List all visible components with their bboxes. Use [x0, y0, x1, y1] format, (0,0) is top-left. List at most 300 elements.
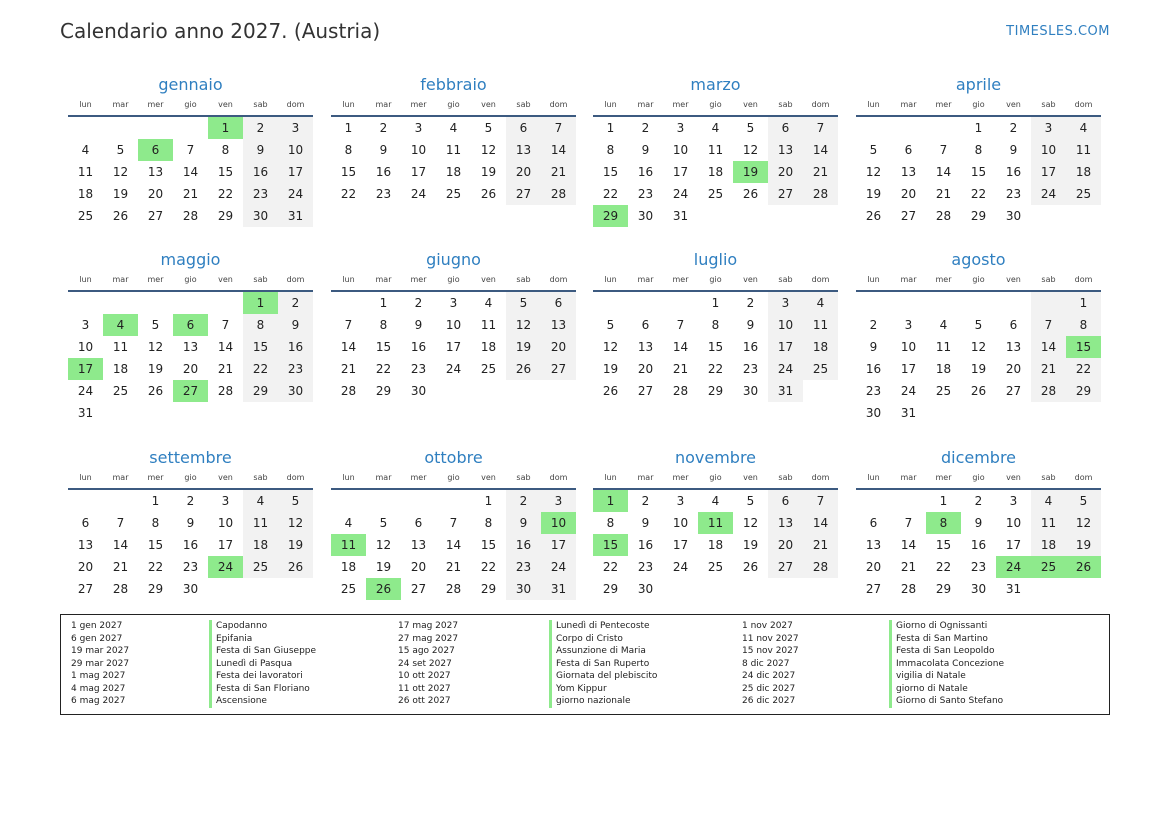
day-cell[interactable]: 8 — [344, 143, 353, 157]
day-cell[interactable]: 20 — [900, 187, 917, 201]
day-cell[interactable]: 14 — [340, 340, 357, 354]
day-cell[interactable]: 31 — [768, 380, 803, 402]
holiday-day-cell[interactable]: 8 — [926, 512, 961, 534]
day-cell[interactable]: 16 — [970, 538, 987, 552]
day-cell[interactable]: 1 — [151, 494, 160, 508]
day-cell[interactable]: 5 — [278, 490, 313, 512]
day-cell[interactable]: 29 — [480, 582, 497, 596]
day-cell[interactable]: 11 — [803, 314, 838, 336]
day-cell[interactable]: 23 — [865, 384, 882, 398]
day-cell[interactable]: 3 — [541, 490, 576, 512]
day-cell[interactable]: 10 — [900, 340, 917, 354]
day-cell[interactable]: 28 — [803, 556, 838, 578]
day-cell[interactable]: 22 — [375, 362, 392, 376]
day-cell[interactable]: 15 — [147, 538, 164, 552]
day-cell[interactable]: 26 — [506, 358, 541, 380]
day-cell[interactable]: 19 — [1066, 534, 1101, 556]
day-cell[interactable]: 12 — [112, 165, 129, 179]
holiday-day-cell[interactable]: 6 — [138, 139, 173, 161]
day-cell[interactable]: 7 — [221, 318, 230, 332]
day-cell[interactable]: 25 — [445, 187, 462, 201]
day-cell[interactable]: 21 — [112, 560, 129, 574]
day-cell[interactable]: 12 — [375, 538, 392, 552]
day-cell[interactable]: 6 — [768, 117, 803, 139]
day-cell[interactable]: 11 — [112, 340, 129, 354]
day-cell[interactable]: 30 — [506, 578, 541, 600]
day-cell[interactable]: 25 — [935, 384, 952, 398]
day-cell[interactable]: 5 — [746, 121, 755, 135]
day-cell[interactable]: 14 — [803, 512, 838, 534]
day-cell[interactable]: 25 — [803, 358, 838, 380]
holiday-day-cell[interactable]: 15 — [593, 534, 628, 556]
day-cell[interactable]: 18 — [935, 362, 952, 376]
day-cell[interactable]: 1 — [379, 296, 388, 310]
day-cell[interactable]: 27 — [77, 582, 94, 596]
day-cell[interactable]: 5 — [506, 292, 541, 314]
day-cell[interactable]: 11 — [480, 318, 497, 332]
day-cell[interactable]: 30 — [410, 384, 427, 398]
day-cell[interactable]: 20 — [77, 560, 94, 574]
day-cell[interactable]: 1 — [1066, 292, 1101, 314]
day-cell[interactable]: 9 — [869, 340, 878, 354]
day-cell[interactable]: 21 — [803, 534, 838, 556]
day-cell[interactable]: 2 — [746, 296, 755, 310]
holiday-day-cell[interactable]: 10 — [541, 512, 576, 534]
day-cell[interactable]: 17 — [1031, 161, 1066, 183]
day-cell[interactable]: 11 — [77, 165, 94, 179]
holiday-day-cell[interactable]: 1 — [243, 292, 278, 314]
day-cell[interactable]: 15 — [340, 165, 357, 179]
day-cell[interactable]: 21 — [217, 362, 234, 376]
day-cell[interactable]: 10 — [217, 516, 234, 530]
day-cell[interactable]: 2 — [278, 292, 313, 314]
holiday-day-cell[interactable]: 4 — [103, 314, 138, 336]
day-cell[interactable]: 8 — [379, 318, 388, 332]
day-cell[interactable]: 12 — [506, 314, 541, 336]
day-cell[interactable]: 6 — [869, 516, 878, 530]
day-cell[interactable]: 2 — [243, 117, 278, 139]
day-cell[interactable]: 23 — [637, 187, 654, 201]
day-cell[interactable]: 6 — [506, 117, 541, 139]
day-cell[interactable]: 17 — [410, 165, 427, 179]
day-cell[interactable]: 6 — [414, 516, 423, 530]
day-cell[interactable]: 17 — [1005, 538, 1022, 552]
day-cell[interactable]: 30 — [637, 582, 654, 596]
day-cell[interactable]: 25 — [707, 560, 724, 574]
day-cell[interactable]: 26 — [970, 384, 987, 398]
day-cell[interactable]: 7 — [186, 143, 195, 157]
day-cell[interactable]: 16 — [182, 538, 199, 552]
day-cell[interactable]: 13 — [865, 538, 882, 552]
day-cell[interactable]: 22 — [340, 187, 357, 201]
day-cell[interactable]: 17 — [445, 340, 462, 354]
day-cell[interactable]: 13 — [147, 165, 164, 179]
day-cell[interactable]: 20 — [637, 362, 654, 376]
day-cell[interactable]: 3 — [278, 117, 313, 139]
day-cell[interactable]: 30 — [243, 205, 278, 227]
day-cell[interactable]: 23 — [970, 560, 987, 574]
day-cell[interactable]: 15 — [217, 165, 234, 179]
holiday-day-cell[interactable]: 19 — [733, 161, 768, 183]
day-cell[interactable]: 14 — [217, 340, 234, 354]
day-cell[interactable]: 28 — [1031, 380, 1066, 402]
day-cell[interactable]: 7 — [676, 318, 685, 332]
day-cell[interactable]: 19 — [506, 336, 541, 358]
day-cell[interactable]: 5 — [151, 318, 160, 332]
day-cell[interactable]: 13 — [1005, 340, 1022, 354]
day-cell[interactable]: 2 — [641, 121, 650, 135]
day-cell[interactable]: 28 — [541, 183, 576, 205]
day-cell[interactable]: 31 — [900, 406, 917, 420]
day-cell[interactable]: 29 — [147, 582, 164, 596]
day-cell[interactable]: 28 — [445, 582, 462, 596]
holiday-day-cell[interactable]: 26 — [366, 578, 401, 600]
day-cell[interactable]: 17 — [768, 336, 803, 358]
day-cell[interactable]: 24 — [672, 187, 689, 201]
day-cell[interactable]: 12 — [742, 143, 759, 157]
holiday-day-cell[interactable]: 11 — [331, 534, 366, 556]
day-cell[interactable]: 20 — [768, 534, 803, 556]
day-cell[interactable]: 23 — [243, 183, 278, 205]
day-cell[interactable]: 10 — [672, 516, 689, 530]
day-cell[interactable]: 16 — [637, 165, 654, 179]
day-cell[interactable]: 29 — [243, 380, 278, 402]
day-cell[interactable]: 16 — [506, 534, 541, 556]
day-cell[interactable]: 19 — [375, 560, 392, 574]
day-cell[interactable]: 10 — [672, 143, 689, 157]
day-cell[interactable]: 22 — [243, 358, 278, 380]
day-cell[interactable]: 30 — [182, 582, 199, 596]
day-cell[interactable]: 10 — [445, 318, 462, 332]
day-cell[interactable]: 8 — [484, 516, 493, 530]
day-cell[interactable]: 20 — [410, 560, 427, 574]
day-cell[interactable]: 22 — [970, 187, 987, 201]
day-cell[interactable]: 24 — [445, 362, 462, 376]
day-cell[interactable]: 9 — [641, 516, 650, 530]
day-cell[interactable]: 22 — [602, 187, 619, 201]
day-cell[interactable]: 2 — [186, 494, 195, 508]
day-cell[interactable]: 28 — [803, 183, 838, 205]
day-cell[interactable]: 15 — [375, 340, 392, 354]
day-cell[interactable]: 28 — [112, 582, 129, 596]
day-cell[interactable]: 3 — [1009, 494, 1018, 508]
day-cell[interactable]: 1 — [484, 494, 493, 508]
day-cell[interactable]: 8 — [1066, 314, 1101, 336]
day-cell[interactable]: 24 — [410, 187, 427, 201]
day-cell[interactable]: 7 — [541, 117, 576, 139]
day-cell[interactable]: 8 — [243, 314, 278, 336]
day-cell[interactable]: 13 — [506, 139, 541, 161]
holiday-day-cell[interactable]: 17 — [68, 358, 103, 380]
day-cell[interactable]: 13 — [410, 538, 427, 552]
day-cell[interactable]: 29 — [935, 582, 952, 596]
day-cell[interactable]: 31 — [77, 406, 94, 420]
day-cell[interactable]: 13 — [768, 139, 803, 161]
day-cell[interactable]: 3 — [676, 121, 685, 135]
day-cell[interactable]: 4 — [1031, 490, 1066, 512]
day-cell[interactable]: 5 — [606, 318, 615, 332]
day-cell[interactable]: 13 — [637, 340, 654, 354]
day-cell[interactable]: 10 — [1005, 516, 1022, 530]
holiday-day-cell[interactable]: 11 — [698, 512, 733, 534]
day-cell[interactable]: 28 — [182, 209, 199, 223]
day-cell[interactable]: 14 — [445, 538, 462, 552]
day-cell[interactable]: 29 — [970, 209, 987, 223]
day-cell[interactable]: 2 — [379, 121, 388, 135]
day-cell[interactable]: 14 — [900, 538, 917, 552]
day-cell[interactable]: 26 — [278, 556, 313, 578]
day-cell[interactable]: 23 — [1005, 187, 1022, 201]
day-cell[interactable]: 14 — [935, 165, 952, 179]
day-cell[interactable]: 16 — [410, 340, 427, 354]
day-cell[interactable]: 28 — [672, 384, 689, 398]
day-cell[interactable]: 16 — [742, 340, 759, 354]
day-cell[interactable]: 8 — [974, 143, 983, 157]
day-cell[interactable]: 13 — [77, 538, 94, 552]
day-cell[interactable]: 16 — [278, 336, 313, 358]
day-cell[interactable]: 18 — [112, 362, 129, 376]
day-cell[interactable]: 10 — [278, 139, 313, 161]
day-cell[interactable]: 4 — [711, 121, 720, 135]
day-cell[interactable]: 27 — [410, 582, 427, 596]
day-cell[interactable]: 21 — [900, 560, 917, 574]
day-cell[interactable]: 4 — [803, 292, 838, 314]
day-cell[interactable]: 14 — [182, 165, 199, 179]
day-cell[interactable]: 6 — [768, 490, 803, 512]
day-cell[interactable]: 9 — [974, 516, 983, 530]
day-cell[interactable]: 18 — [1066, 161, 1101, 183]
day-cell[interactable]: 19 — [480, 165, 497, 179]
holiday-day-cell[interactable]: 15 — [1066, 336, 1101, 358]
day-cell[interactable]: 5 — [379, 516, 388, 530]
day-cell[interactable]: 2 — [1009, 121, 1018, 135]
day-cell[interactable]: 23 — [742, 362, 759, 376]
day-cell[interactable]: 9 — [1009, 143, 1018, 157]
day-cell[interactable]: 6 — [81, 516, 90, 530]
day-cell[interactable]: 21 — [672, 362, 689, 376]
day-cell[interactable]: 22 — [147, 560, 164, 574]
day-cell[interactable]: 14 — [112, 538, 129, 552]
day-cell[interactable]: 20 — [182, 362, 199, 376]
day-cell[interactable]: 10 — [77, 340, 94, 354]
day-cell[interactable]: 28 — [935, 209, 952, 223]
day-cell[interactable]: 20 — [1005, 362, 1022, 376]
day-cell[interactable]: 15 — [707, 340, 724, 354]
day-cell[interactable]: 6 — [641, 318, 650, 332]
day-cell[interactable]: 9 — [746, 318, 755, 332]
day-cell[interactable]: 6 — [904, 143, 913, 157]
day-cell[interactable]: 17 — [672, 165, 689, 179]
day-cell[interactable]: 23 — [278, 358, 313, 380]
day-cell[interactable]: 4 — [939, 318, 948, 332]
day-cell[interactable]: 5 — [484, 121, 493, 135]
day-cell[interactable]: 24 — [900, 384, 917, 398]
day-cell[interactable]: 13 — [768, 512, 803, 534]
day-cell[interactable]: 21 — [445, 560, 462, 574]
day-cell[interactable]: 26 — [742, 560, 759, 574]
day-cell[interactable]: 27 — [637, 384, 654, 398]
day-cell[interactable]: 15 — [243, 336, 278, 358]
day-cell[interactable]: 6 — [1009, 318, 1018, 332]
day-cell[interactable]: 17 — [672, 538, 689, 552]
day-cell[interactable]: 7 — [904, 516, 913, 530]
day-cell[interactable]: 30 — [970, 582, 987, 596]
day-cell[interactable]: 15 — [970, 165, 987, 179]
holiday-day-cell[interactable]: 6 — [173, 314, 208, 336]
day-cell[interactable]: 3 — [81, 318, 90, 332]
day-cell[interactable]: 17 — [278, 161, 313, 183]
day-cell[interactable]: 22 — [480, 560, 497, 574]
day-cell[interactable]: 19 — [112, 187, 129, 201]
day-cell[interactable]: 19 — [865, 187, 882, 201]
day-cell[interactable]: 31 — [672, 209, 689, 223]
day-cell[interactable]: 6 — [541, 292, 576, 314]
holiday-day-cell[interactable]: 24 — [996, 556, 1031, 578]
day-cell[interactable]: 17 — [541, 534, 576, 556]
day-cell[interactable]: 29 — [375, 384, 392, 398]
day-cell[interactable]: 23 — [506, 556, 541, 578]
day-cell[interactable]: 20 — [865, 560, 882, 574]
day-cell[interactable]: 8 — [606, 143, 615, 157]
day-cell[interactable]: 8 — [606, 516, 615, 530]
day-cell[interactable]: 26 — [147, 384, 164, 398]
day-cell[interactable]: 27 — [768, 556, 803, 578]
day-cell[interactable]: 24 — [77, 384, 94, 398]
day-cell[interactable]: 2 — [414, 296, 423, 310]
day-cell[interactable]: 27 — [541, 358, 576, 380]
day-cell[interactable]: 12 — [602, 340, 619, 354]
day-cell[interactable]: 29 — [707, 384, 724, 398]
day-cell[interactable]: 19 — [970, 362, 987, 376]
day-cell[interactable]: 27 — [900, 209, 917, 223]
day-cell[interactable]: 18 — [707, 165, 724, 179]
day-cell[interactable]: 27 — [147, 209, 164, 223]
day-cell[interactable]: 21 — [803, 161, 838, 183]
day-cell[interactable]: 31 — [1005, 582, 1022, 596]
holiday-day-cell[interactable]: 27 — [173, 380, 208, 402]
day-cell[interactable]: 10 — [1031, 139, 1066, 161]
day-cell[interactable]: 11 — [707, 143, 724, 157]
day-cell[interactable]: 5 — [974, 318, 983, 332]
day-cell[interactable]: 18 — [243, 534, 278, 556]
day-cell[interactable]: 5 — [116, 143, 125, 157]
day-cell[interactable]: 8 — [151, 516, 160, 530]
day-cell[interactable]: 26 — [742, 187, 759, 201]
day-cell[interactable]: 25 — [480, 362, 497, 376]
day-cell[interactable]: 21 — [182, 187, 199, 201]
holiday-day-cell[interactable]: 1 — [208, 117, 243, 139]
day-cell[interactable]: 18 — [1031, 534, 1066, 556]
day-cell[interactable]: 21 — [340, 362, 357, 376]
holiday-day-cell[interactable]: 24 — [208, 556, 243, 578]
day-cell[interactable]: 12 — [278, 512, 313, 534]
holiday-day-cell[interactable]: 26 — [1066, 556, 1101, 578]
day-cell[interactable]: 26 — [480, 187, 497, 201]
day-cell[interactable]: 18 — [340, 560, 357, 574]
day-cell[interactable]: 16 — [375, 165, 392, 179]
day-cell[interactable]: 9 — [641, 143, 650, 157]
day-cell[interactable]: 7 — [803, 490, 838, 512]
day-cell[interactable]: 9 — [414, 318, 423, 332]
day-cell[interactable]: 25 — [77, 209, 94, 223]
brand-link[interactable]: TIMESLES.COM — [1006, 24, 1110, 39]
day-cell[interactable]: 26 — [602, 384, 619, 398]
day-cell[interactable]: 2 — [974, 494, 983, 508]
day-cell[interactable]: 3 — [904, 318, 913, 332]
day-cell[interactable]: 2 — [506, 490, 541, 512]
day-cell[interactable]: 2 — [869, 318, 878, 332]
day-cell[interactable]: 27 — [1005, 384, 1022, 398]
day-cell[interactable]: 2 — [641, 494, 650, 508]
day-cell[interactable]: 7 — [116, 516, 125, 530]
day-cell[interactable]: 24 — [278, 183, 313, 205]
day-cell[interactable]: 23 — [637, 560, 654, 574]
day-cell[interactable]: 19 — [742, 538, 759, 552]
day-cell[interactable]: 21 — [1031, 358, 1066, 380]
day-cell[interactable]: 24 — [768, 358, 803, 380]
day-cell[interactable]: 7 — [344, 318, 353, 332]
day-cell[interactable]: 30 — [1005, 209, 1022, 223]
day-cell[interactable]: 5 — [746, 494, 755, 508]
day-cell[interactable]: 28 — [217, 384, 234, 398]
day-cell[interactable]: 5 — [869, 143, 878, 157]
day-cell[interactable]: 16 — [865, 362, 882, 376]
day-cell[interactable]: 11 — [1031, 512, 1066, 534]
day-cell[interactable]: 14 — [803, 139, 838, 161]
day-cell[interactable]: 19 — [147, 362, 164, 376]
day-cell[interactable]: 11 — [445, 143, 462, 157]
holiday-day-cell[interactable]: 25 — [1031, 556, 1066, 578]
day-cell[interactable]: 12 — [865, 165, 882, 179]
day-cell[interactable]: 20 — [541, 336, 576, 358]
day-cell[interactable]: 22 — [707, 362, 724, 376]
day-cell[interactable]: 20 — [768, 161, 803, 183]
day-cell[interactable]: 31 — [541, 578, 576, 600]
day-cell[interactable]: 7 — [449, 516, 458, 530]
day-cell[interactable]: 29 — [602, 582, 619, 596]
day-cell[interactable]: 4 — [711, 494, 720, 508]
day-cell[interactable]: 7 — [803, 117, 838, 139]
day-cell[interactable]: 17 — [900, 362, 917, 376]
day-cell[interactable]: 7 — [939, 143, 948, 157]
day-cell[interactable]: 30 — [637, 209, 654, 223]
day-cell[interactable]: 28 — [340, 384, 357, 398]
day-cell[interactable]: 3 — [676, 494, 685, 508]
day-cell[interactable]: 23 — [375, 187, 392, 201]
day-cell[interactable]: 15 — [935, 538, 952, 552]
day-cell[interactable]: 22 — [602, 560, 619, 574]
day-cell[interactable]: 3 — [221, 494, 230, 508]
day-cell[interactable]: 15 — [602, 165, 619, 179]
day-cell[interactable]: 18 — [480, 340, 497, 354]
day-cell[interactable]: 16 — [1005, 165, 1022, 179]
day-cell[interactable]: 12 — [480, 143, 497, 157]
day-cell[interactable]: 18 — [77, 187, 94, 201]
day-cell[interactable]: 11 — [243, 512, 278, 534]
day-cell[interactable]: 4 — [81, 143, 90, 157]
day-cell[interactable]: 13 — [541, 314, 576, 336]
day-cell[interactable]: 23 — [410, 362, 427, 376]
day-cell[interactable]: 14 — [1031, 336, 1066, 358]
day-cell[interactable]: 27 — [865, 582, 882, 596]
day-cell[interactable]: 1 — [711, 296, 720, 310]
day-cell[interactable]: 18 — [803, 336, 838, 358]
day-cell[interactable]: 30 — [278, 380, 313, 402]
day-cell[interactable]: 26 — [865, 209, 882, 223]
day-cell[interactable]: 1 — [939, 494, 948, 508]
day-cell[interactable]: 12 — [970, 340, 987, 354]
day-cell[interactable]: 17 — [217, 538, 234, 552]
